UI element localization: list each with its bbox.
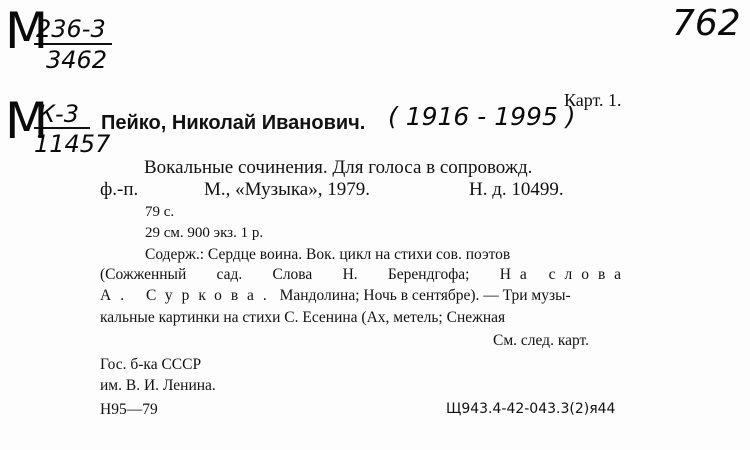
call-number-second-upper: К-3: [38, 100, 79, 128]
word: (Сожженный: [100, 266, 187, 283]
word: Слова: [272, 266, 313, 283]
call-prefix-second: М: [5, 92, 49, 150]
library-line-1: Гос. б-ка СССР: [100, 356, 202, 373]
author-dates: ( 1916 - 1995 ): [388, 102, 576, 131]
card-number: 762: [672, 3, 741, 44]
call-prefix-top: М: [5, 2, 49, 60]
word: Н.: [342, 266, 358, 283]
spaced-phrase: На слова: [499, 266, 630, 283]
code-right: Щ943.4-42-043.3(2)я44: [446, 401, 616, 417]
code-left: Н95—79: [100, 401, 158, 418]
size-line: 29 см. 900 экз. 1 р.: [145, 225, 264, 241]
title-line-2-part-a: ф.-п.: [100, 179, 139, 200]
contents-line-2: [100, 267, 630, 283]
call-number-top-upper: 236-3: [36, 15, 106, 43]
spaced-name: А. Суркова.: [100, 287, 276, 304]
title-line-1: Вокальные сочинения. Для голоса в сопровожд.: [144, 157, 533, 178]
see-next-card: См. след. карт.: [493, 332, 590, 349]
title-line-2-part-b: М., «Музыка», 1979.: [204, 179, 370, 200]
author-heading: Пейко, Николай Иванович.: [101, 112, 366, 134]
library-line-2: им. В. И. Ленина.: [100, 377, 216, 394]
call-number-top-lower: 3462: [46, 46, 108, 74]
word: сад.: [216, 266, 243, 283]
contents-line-3-rest: Мандолина; Ночь в сентябре). — Три музы-: [279, 287, 571, 304]
contents-line-3: [100, 288, 630, 304]
card-label: Карт. 1.: [564, 90, 622, 110]
word: Берендгофа;: [387, 266, 470, 283]
pages: 79 с.: [145, 204, 175, 220]
title-line-2-part-c: Н. д. 10499.: [469, 179, 564, 200]
contents-line-4: кальные картинки на стихи С. Есенина (Ах, метель; Снежная: [100, 309, 506, 326]
contents-line-1: Содерж.: Сердце воина. Вок. цикл на стихи сов. поэтов: [145, 246, 511, 263]
call-number-second-lower: 11457: [34, 130, 111, 158]
